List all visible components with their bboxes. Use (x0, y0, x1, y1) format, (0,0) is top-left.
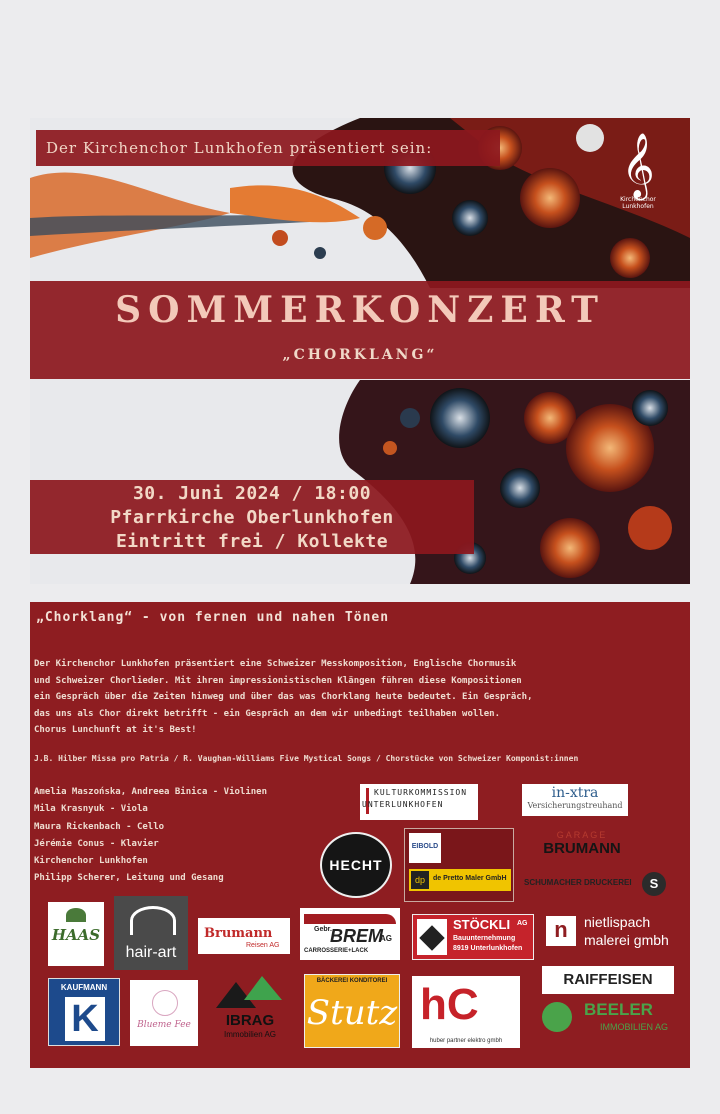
in-xtra-logo (522, 784, 628, 816)
concert-title: SOMMERKONZERT (115, 289, 605, 331)
kulturkommission-logo (360, 784, 478, 820)
ibrag-text: IBRAG (225, 1012, 275, 1029)
performer-line: Maura Rickenbach - Cello (34, 821, 165, 832)
garage-text: GARAGE (556, 830, 608, 840)
huber-partner-logo (412, 976, 520, 1048)
stutz-text: Stutz (306, 993, 398, 1033)
nietlispach-logo (544, 912, 678, 952)
stoeckli-text: STÖCKLI (453, 917, 511, 932)
dp-icon: dp (411, 871, 429, 889)
schumacher-druckerei-logo (524, 872, 674, 896)
description-line: und Schweizer Chorlieder. Mit ihren impressionistischen Klängen führen diese Kompositionen (34, 675, 522, 686)
stoeckli-sub1: Bauunternehmung (453, 935, 516, 942)
performer-line: Amelia Maszońska, Andreea Binica - Violinen (34, 787, 267, 797)
raiffeisen-logo (542, 966, 674, 994)
brem-sub: CARROSSERIE+LACK (304, 948, 369, 954)
event-admission: Eintritt frei / Kollekte (115, 531, 389, 552)
leaf-circle-icon (542, 1002, 572, 1032)
treble-clef-icon: 𝄞 (621, 133, 655, 198)
description-line: Chorus Lunchunft at it's Best! (34, 725, 197, 735)
concert-flyer-back (30, 602, 690, 1068)
blueme-text: Blueme Fee (137, 1020, 191, 1030)
flower-icon (152, 990, 178, 1016)
stoeckli-ag: AG (517, 920, 528, 927)
eibold-box (409, 833, 441, 863)
hc-mark-icon: hC (420, 980, 479, 1029)
hecht-logo (320, 832, 392, 898)
huber-text: huber partner elektro gmbh (429, 1038, 503, 1044)
beeler-sub: IMMOBILIEN AG (600, 1022, 669, 1032)
s-circle-icon: S (642, 872, 666, 896)
depretto-box (409, 869, 511, 891)
description-line: Der Kirchenchor Lunkhofen präsentiert eine Schweizer Messkomposition, Englische Chormusik (34, 659, 517, 669)
performer-line: Kirchenchor Lunkhofen (34, 856, 148, 867)
concert-poster (30, 118, 690, 584)
red-swoosh-icon (304, 914, 396, 924)
garage-brumann-logo (534, 830, 630, 864)
depretto-logo (404, 828, 514, 902)
brem-logo (300, 908, 400, 960)
event-info-banner (30, 480, 474, 554)
choir-logo-caption-1: Kirchenchor (620, 196, 656, 203)
k-letter-icon: K (65, 997, 105, 1041)
brumann-reisen-text: Brumann (204, 926, 273, 941)
flyer-description (34, 656, 684, 739)
kaufmann-logo (48, 978, 120, 1046)
title-banner (30, 281, 690, 379)
haas-text: HAAS (51, 926, 101, 944)
choir-logo-caption-2: Lunkhofen (622, 203, 654, 210)
brumann-reisen-sub: Reisen AG (246, 942, 280, 949)
inxtra-text: in-xtra (551, 785, 599, 801)
description-line: ein Gespräch über die Zeiten hinweg und über das was Chorklang heute bedeutet. Ein Gespräch, (34, 692, 533, 702)
brem-text: BREM (330, 926, 383, 946)
event-date-time: 30. Juni 2024 / 18:00 (132, 483, 372, 504)
performer-line: Mila Krasnyuk - Viola (34, 804, 148, 815)
brumann-text: BRUMANN (543, 840, 621, 857)
beeler-logo (540, 998, 680, 1038)
performers-list (34, 784, 267, 888)
inxtra-sub: Versicherungstreuhand (527, 801, 623, 810)
nietlispach-text-1: nietlispach (584, 914, 651, 930)
ibrag-logo (210, 974, 290, 1046)
hecht-text: HECHT (329, 857, 383, 873)
brumann-reisen-logo (198, 918, 290, 954)
performer-line: Philipp Scherer, Leitung und Gesang (34, 873, 224, 884)
druckerei-text: SCHUMACHER DRUCKEREI (524, 878, 632, 887)
intro-text: Der Kirchenchor Lunkhofen präsentiert sein: (46, 139, 433, 157)
brem-top: Gebr. (314, 926, 332, 933)
depretto-text: de Pretto Maler GmbH (433, 875, 507, 882)
stutz-top: BÄCKEREI KONDITOREI (316, 978, 388, 984)
raiffeisen-text: RAIFFEISEN (563, 971, 653, 988)
hair-art-logo (114, 896, 188, 970)
description-line: das uns als Chor direkt betrifft - ein Gespräch an dem wir unbedingt teilhaben wollen. (34, 708, 500, 719)
nietlispach-text-2: malerei gmbh (584, 932, 669, 948)
stoeckli-mark-icon (417, 919, 447, 955)
ibrag-sub: Immobilien AG (223, 1030, 277, 1039)
n-square-icon: n (546, 916, 576, 946)
beeler-text: BEELER (584, 1000, 653, 1019)
intro-banner (36, 130, 500, 166)
performer-line: Jérémie Conus - Klavier (34, 838, 159, 849)
brem-ag: AG (380, 934, 392, 943)
stutz-logo (304, 974, 400, 1048)
haas-logo (48, 902, 104, 966)
stoeckli-logo (412, 914, 534, 960)
kaufmann-text: KAUFMANN (60, 983, 108, 992)
program-list: J.B. Hilber Missa pro Patria / R. Vaughan-Williams Five Mystical Songs / Chorstücke von Schweizer Komponist:innen (34, 754, 579, 763)
hairart-text: hair-art (125, 944, 177, 961)
eibold-text: EIBOLD (411, 843, 439, 850)
kultur-text: KULTURKOMMISSION (374, 788, 468, 797)
swoosh-icon (130, 906, 176, 935)
event-venue: Pfarrkirche Oberlunkhofen (110, 507, 394, 528)
concert-subtitle: „CHORKLANG“ (282, 347, 438, 363)
choir-logo (606, 133, 670, 222)
leaf-icon (66, 908, 86, 922)
mountain-icon (210, 974, 290, 1008)
blueme-fee-logo (130, 980, 198, 1046)
flyer-heading: „Chorklang“ - von fernen und nahen Tönen (36, 610, 390, 625)
stoeckli-sub2: 8919 Unterlunkhofen (453, 945, 523, 952)
kultur-sub: UNTERLUNKHOFEN (362, 800, 444, 809)
